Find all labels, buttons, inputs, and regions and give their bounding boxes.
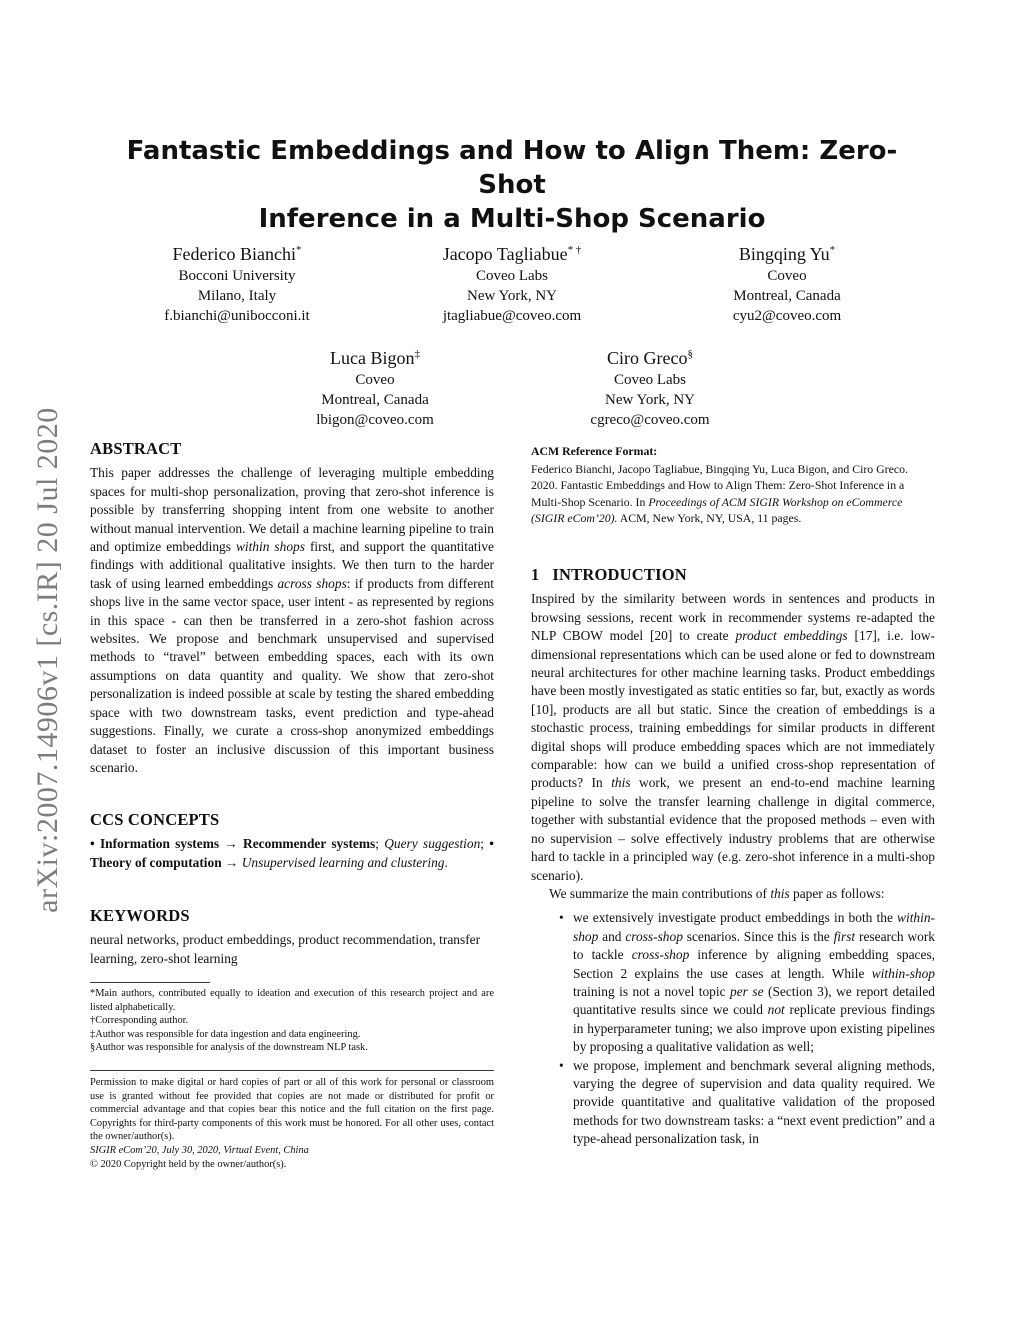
ccs-text: • Information systems → Recommender systems; Query suggestion; • Theory of computation → Unsupervised learning and clustering. (90, 836, 494, 870)
author-email: cgreco@coveo.com (590, 412, 710, 428)
author-affiliation: Coveo (355, 372, 395, 388)
author-mark: § (687, 348, 693, 360)
ccs-section (90, 811, 494, 872)
author-email: f.bianchi@unibocconi.it (164, 308, 310, 324)
author-email: cyu2@coveo.com (732, 308, 842, 324)
title-line-2: Inference in a Multi-Shop Scenario (258, 204, 766, 234)
permission-block (90, 1070, 494, 1171)
author-block (647, 238, 927, 326)
footnote: §Author was responsible for analysis of the downstream NLP task. (90, 1042, 368, 1054)
intro-paragraph: We summarize the main contributions of this paper as follows: (549, 885, 885, 901)
acm-reference (531, 443, 935, 527)
author-affiliation: Bocconi University (178, 268, 296, 284)
footnotes (90, 982, 494, 1055)
author-block (372, 238, 652, 326)
keywords-heading: KEYWORDS (90, 906, 190, 925)
author-name: Bingqing Yu (738, 244, 830, 264)
footnote: *Main authors, contributed equally to ideation and execution of this research project and are listed alphabetically. (90, 988, 494, 1013)
author-location: Montreal, Canada (733, 288, 841, 304)
author-email: jtagliabue@coveo.com (442, 308, 582, 324)
contributions-list (531, 909, 935, 1148)
footnote: †Corresponding author. (90, 1015, 189, 1027)
author-name: Jacopo Tagliabue (442, 244, 568, 264)
author-name: Federico Bianchi (172, 244, 296, 264)
author-affiliation: Coveo (767, 268, 807, 284)
author-name: Ciro Greco (607, 348, 688, 368)
venue-line: SIGIR eCom’20, July 30, 2020, Virtual Event, China (90, 1144, 309, 1156)
paper-title (100, 134, 924, 236)
permission-text: Permission to make digital or hard copies of part or all of this work for personal or classroom use is granted without fee provided that copies are not made or distributed for profit or commercial advantage and that copies bear this notice and the full citation on the first page. Copyrights for third-party components of this work must be honored. For all other uses, contact the owner/author(s). (90, 1077, 494, 1143)
author-block (235, 342, 515, 430)
author-block (97, 238, 377, 326)
arxiv-sidebar (26, 380, 70, 940)
intro-paragraph: Inspired by the similarity between words in sentences and products in browsing sessions, recent work in recommender systems re-adapted the NLP CBOW model [20] to create product embeddings [17], i.e. low-dimensional representations which can be used alone or fed to downstream neural architectures for other machine learning tasks. Product embeddings have been mostly investigated as static entities so far, but, exactly as words [10], products are all but static. Since the creation of embeddings is a stochastic process, training embeddings for similar products in different digital shops will produce embedding spaces which are not immediately comparable: how can we build a unified cross-shop representation of products? In this work, we present an end-to-end machine learning pipeline to solve the transfer learning challenge in digital commerce, together with substantial evidence that the proposed methods – even with no supervision – solve effectively industry problems that are otherwise hard to tackle in a principled way (e.g. zero-shot inference in a multi-shop scenario). (531, 591, 935, 883)
author-affiliation: Coveo Labs (613, 372, 687, 388)
permission-rule (90, 1070, 494, 1071)
introduction-heading: 1 INTRODUCTION (531, 565, 687, 584)
ccs-heading: CCS CONCEPTS (90, 810, 220, 829)
author-mark: ‡ (414, 348, 420, 360)
author-location: Milano, Italy (197, 288, 277, 304)
acm-reference-text: Federico Bianchi, Jacopo Tagliabue, Bingqing Yu, Luca Bigon, and Ciro Greco. 2020. Fantastic Embeddings and How to Align Them: Zero-Shot Inference in a Multi-Shop Scenario. In Proceedings of ACM SIGIR Workshop on eCommerce (SIGIR eCom’20). ACM, New York, NY, USA, 11 pages. (531, 461, 908, 526)
author-mark: * † (567, 244, 582, 256)
introduction-section (531, 566, 935, 1149)
author-affiliation: Coveo Labs (475, 268, 549, 284)
list-item: • we extensively investigate product embeddings in both the within-shop and cross-shop scenarios. Since this is the first research work to tackle cross-shop inference by aligning embedding spaces, Section 2 explains the use cases at length. While within-shop training is not a novel topic per se (Section 3), we report detailed quantitative results since we could not replicate previous findings in hyperparameter tuning; we also improve upon existing pipelines by proposing a qualitative validation as well; (559, 910, 936, 1055)
footnote: ‡Author was responsible for data ingestion and data engineering. (90, 1028, 361, 1040)
author-location: New York, NY (604, 392, 695, 408)
author-name: Luca Bigon (330, 348, 415, 368)
abstract-heading: ABSTRACT (90, 439, 182, 458)
author-email: lbigon@coveo.com (316, 412, 434, 428)
abstract-text: This paper addresses the challenge of leveraging multiple embedding spaces for multi-shop personalization, proving that zero-shot inference is possible by transferring shopping intent from one website to another without manual intervention. We detail a machine learning pipeline to train and optimize embeddings within shops first, and support the quantitative findings with additional qualitative insights. We then turn to the harder task of using learned embeddings across shops: if products from different shops live in the same vector space, user intent - as represented by regions in this space - can then be transferred in a zero-shot fashion across websites. We propose and benchmark unsupervised and supervised methods to “travel” between embedding spaces, each with its own assumptions on data quantity and quality. We show that zero-shot personalization is indeed possible at scale by testing the shared embedding space with two downstream tasks, event prediction and type-ahead suggestions. Finally, we curate a cross-shop anonymized embeddings dataset to foster an inclusive discussion of this important business scenario. (90, 465, 495, 775)
author-mark: * (295, 244, 302, 256)
keywords-text: neural networks, product embeddings, product recommendation, transfer learning, zero-shot learning (90, 932, 481, 966)
author-location: New York, NY (466, 288, 557, 304)
footnote-rule (90, 982, 210, 983)
copyright-line: © 2020 Copyright held by the owner/author(s). (90, 1158, 287, 1170)
arxiv-identifier: arXiv:2007.14906v1 [cs.IR] 20 Jul 2020 (31, 407, 64, 913)
abstract-section (90, 440, 494, 777)
title-line-1: Fantastic Embeddings and How to Align Them: Zero-Shot (126, 136, 898, 200)
author-mark: * (829, 244, 836, 256)
author-location: Montreal, Canada (321, 392, 429, 408)
acm-reference-heading: ACM Reference Format: (531, 444, 658, 458)
list-item: • we propose, implement and benchmark several aligning methods, varying the degree of supervision and data quality required. We provide quantitative and qualitative validation of the proposed methods for two downstream tasks: a “next event prediction” and a type-ahead personalization task, in (559, 1057, 935, 1147)
author-block (510, 342, 790, 430)
keywords-section (90, 907, 494, 968)
